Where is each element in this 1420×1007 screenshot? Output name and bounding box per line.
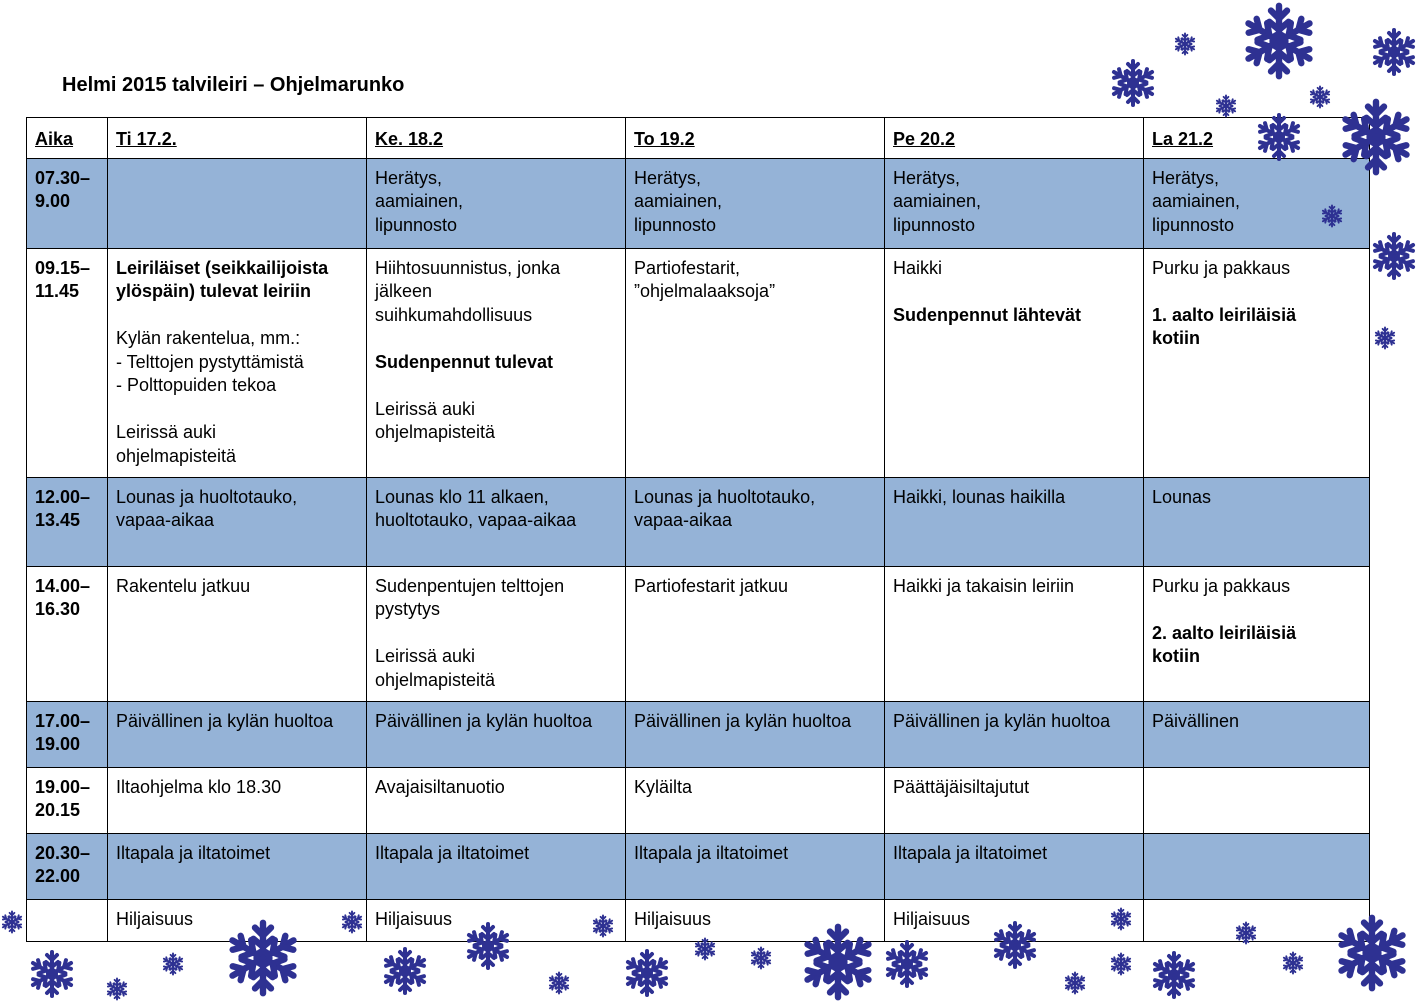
schedule-cell [1144,767,1370,833]
schedule-cell [885,477,1144,566]
schedule-cell [108,158,367,248]
snowflake-icon [1254,112,1304,167]
schedule-cell [367,833,626,899]
schedule-cell [626,158,885,248]
schedule-cell [626,833,885,899]
activity-text: Purku ja pakkaus [1152,575,1291,596]
schedule-row [27,701,1370,767]
schedule-cell [367,248,626,477]
schedule-cell [626,477,885,566]
time-slot-text: 12.00– 13.45 [35,486,91,530]
schedule-row [27,833,1370,899]
snowflake-icon [1320,204,1344,233]
activity-text: Päivällinen ja kylän huoltoa [893,710,1111,731]
schedule-cell [1144,566,1370,701]
schedule-cell [885,566,1144,701]
schedule-cell [108,767,367,833]
schedule-cell [367,566,626,701]
schedule-row [27,566,1370,701]
schedule-cell [367,158,626,248]
activity-text: Haikki ja takaisin leiriin [893,575,1075,596]
schedule-cell [626,767,885,833]
activity-text: Herätys, aamiainen, lipunnosto [1152,167,1241,235]
time-slot-text: 17.00– 19.00 [35,710,91,754]
activity-text: Iltapala ja iltatoimet [893,842,1048,863]
activity-text: Herätys, aamiainen, lipunnosto [375,167,464,235]
schedule-cell [108,833,367,899]
activity-text: Hiljaisuus [893,908,971,929]
schedule-row [27,477,1370,566]
time-slot-cell [27,767,108,833]
schedule-cell [885,248,1144,477]
time-slot-cell [27,899,108,941]
time-slot-cell [27,701,108,767]
time-slot-cell [27,833,108,899]
activity-text: Sudenpennut tulevat [375,351,554,372]
activity-text: Leirissä auki ohjelmapisteitä [116,422,237,466]
snowflake-icon [1336,97,1416,182]
schedule-cell [1144,833,1370,899]
activity-text: Herätys, aamiainen, lipunnosto [893,167,982,235]
column-header-tuesday: Ti 17.2. [108,118,367,159]
snowflake-icon [1109,907,1133,936]
snowflake-icon [27,949,77,1004]
activity-text: Partiofestarit, ”ohjelmalaaksoja” [634,257,776,301]
schedule-cell [626,248,885,477]
schedule-cell [367,477,626,566]
activity-text: Leirissä auki ohjelmapisteitä [375,646,496,690]
snowflake-icon [1308,85,1332,114]
schedule-cell [108,701,367,767]
activity-text: Hiljaisuus [375,908,453,929]
activity-text: Purku ja pakkaus [1152,257,1291,278]
snowflake-icon [882,939,932,994]
schedule-row [27,248,1370,477]
schedule-cell [1144,701,1370,767]
snowflake-icon [1332,913,1412,998]
time-slot-cell [27,477,108,566]
activity-text: Päivällinen ja kylän huoltoa [116,710,334,731]
activity-text: Kylän rakentelua, mm.: - Telttojen pystyttämistä - Polttopuiden tekoa [116,328,304,395]
snowflake-icon [1369,27,1419,82]
schedule-cell [108,248,367,477]
time-slot-text: 19.00– 20.15 [35,776,91,820]
snowflake-icon [622,948,672,1003]
activity-text: Lounas [1152,486,1212,507]
activity-text: Rakentelu jatkuu [116,575,251,596]
activity-text: Hiljaisuus [634,908,712,929]
time-slot-text: 09.15– 11.45 [35,257,91,301]
snowflake-icon [1108,58,1158,113]
snowflake-icon [463,921,513,976]
schedule-cell [885,833,1144,899]
schedule-cell [108,477,367,566]
snowflake-icon [547,971,571,1000]
activity-text: Päivällinen [1152,710,1240,731]
schedule-cell [626,566,885,701]
snowflake-icon [161,952,185,981]
snowflake-icon [1239,1,1319,86]
snowflake-icon [1173,32,1197,61]
activity-text: Partiofestarit jatkuu [634,575,789,596]
column-header-saturday: La 21.2 [1144,118,1370,159]
time-slot-cell [27,248,108,477]
column-header-wednesday: Ke. 18.2 [367,118,626,159]
schedule-cell [367,767,626,833]
activity-text: Leirissä auki ohjelmapisteitä [375,398,496,442]
schedule-row [27,158,1370,248]
activity-text: Haikki, lounas haikilla [893,486,1066,507]
activity-text: Haikki [893,257,943,278]
snowflake-icon [591,914,615,943]
time-slot-text: 14.00– 16.30 [35,575,91,619]
snowflake-icon [0,910,24,939]
snowflake-icon [1149,950,1199,1005]
activity-text: Sudenpentujen telttojen pystytys [375,575,565,619]
activity-text: Sudenpennut lähtevät [893,304,1082,325]
time-slot-text: 20.30– 22.00 [35,842,91,886]
activity-text: Kyläilta [634,776,693,797]
snowflake-icon [990,920,1040,975]
snowflake-icon [223,918,303,1003]
column-header-friday: Pe 20.2 [885,118,1144,159]
schedule-cell [885,158,1144,248]
header-row [27,118,1370,159]
activity-text: Päivällinen ja kylän huoltoa [375,710,593,731]
activity-text: Leiriläiset (seikkailijoista ylöspäin) tulevat leiriin [116,257,329,301]
snowflake-icon [1369,231,1419,286]
schedule-cell [885,767,1144,833]
snowflake-icon [380,946,430,1001]
schedule-cell [367,701,626,767]
snowflake-icon [1373,326,1397,355]
schedule-cell [108,566,367,701]
activity-text: Iltapala ja iltatoimet [116,842,271,863]
activity-text: Lounas klo 11 alkaen, huoltotauko, vapaa-aikaa [375,486,577,530]
snowflake-icon [1281,951,1305,980]
program-schedule-table [26,117,1370,942]
column-header-time: Aika [27,118,108,159]
snowflake-icon [105,977,129,1006]
schedule-cell [1144,477,1370,566]
time-slot-cell [27,566,108,701]
column-header-thursday: To 19.2 [626,118,885,159]
activity-text: 2. aalto leiriläisiä kotiin [1152,622,1297,666]
snowflake-icon [1214,94,1238,123]
activity-text: Avajaisiltanuotio [375,776,505,797]
activity-text: Iltaohjelma klo 18.30 [116,776,282,797]
activity-text: Hiljaisuus [116,908,194,929]
schedule-body [27,158,1370,941]
document-title: Helmi 2015 talvileiri – Ohjelmarunko [62,74,405,96]
time-slot-cell [27,158,108,248]
activity-text: Iltapala ja iltatoimet [634,842,789,863]
schedule-cell [626,701,885,767]
activity-text: Lounas ja huoltotauko, vapaa-aikaa [116,486,298,530]
snowflake-icon [693,937,717,966]
activity-text: 1. aalto leiriläisiä kotiin [1152,304,1297,348]
snowflake-icon [340,910,364,939]
schedule-cell [885,701,1144,767]
snowflake-icon [798,922,878,1007]
activity-text: Herätys, aamiainen, lipunnosto [634,167,723,235]
activity-text: Lounas ja huoltotauko, vapaa-aikaa [634,486,816,530]
snowflake-icon [1234,921,1258,950]
activity-text: Päivällinen ja kylän huoltoa [634,710,852,731]
schedule-row [27,767,1370,833]
activity-text: Iltapala ja iltatoimet [375,842,530,863]
schedule-cell [1144,248,1370,477]
activity-text: Päättäjäisiltajutut [893,776,1030,797]
activity-text: Hiihtosuunnistus, jonka jälkeen suihkumahdollisuus [375,257,561,325]
snowflake-icon [1109,952,1133,981]
snowflake-icon [1063,971,1087,1000]
snowflake-icon [749,946,773,975]
time-slot-text: 07.30– 9.00 [35,167,91,211]
